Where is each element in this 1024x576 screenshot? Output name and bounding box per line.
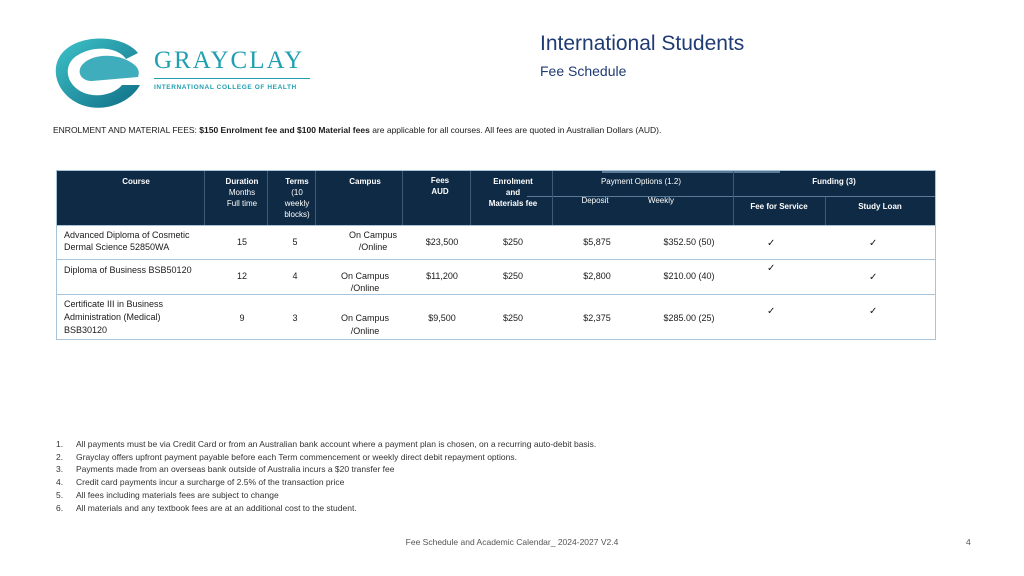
fees-value: $9,500: [428, 313, 456, 323]
header-payment-options: Payment Options (1.2): [600, 177, 682, 186]
list-item: [56, 451, 596, 464]
intro-bold: $150 Enrolment fee and $100 Material fees: [199, 125, 370, 135]
page-number: 4: [966, 537, 971, 547]
note-text: All materials and any textbook fees are at an additional cost to the student.: [76, 502, 357, 513]
campus-value: On Campus: [340, 313, 390, 323]
course-name: Dermal Science 52850WA: [64, 242, 170, 252]
header-study-loan: Study Loan: [858, 202, 902, 211]
campus-value: /Online: [350, 326, 380, 336]
table-row: [57, 259, 935, 294]
intro-text: [53, 125, 661, 135]
deposit-value: $2,800: [583, 271, 611, 281]
page-subtitle: Fee Schedule: [540, 63, 627, 79]
course-name: Advanced Diploma of Cosmetic: [64, 230, 190, 240]
campus-value: On Campus: [340, 271, 390, 281]
duration-value: 15: [236, 237, 247, 247]
header-materials-fee: Materials fee: [488, 199, 538, 208]
logo-swirl-icon: [52, 33, 148, 109]
note-number: 5.: [56, 489, 64, 500]
enrolment-value: $250: [502, 313, 524, 323]
course-name: Certificate III in Business: [64, 299, 164, 309]
deposit-value: $2,375: [583, 313, 611, 323]
note-text: Payments made from an overseas bank outside of Australia incurs a $20 transfer fee: [76, 464, 395, 475]
study-loan-check-icon: ✓: [869, 272, 878, 283]
note-text: Grayclay offers upfront payment payable before each Term commencement or weekly direct debit repayment options.: [76, 451, 517, 462]
enrolment-value: $250: [502, 237, 524, 247]
fee-for-service-check-icon: ✓: [767, 306, 776, 317]
terms-value: 5: [292, 237, 298, 247]
logo-subtitle: INTERNATIONAL COLLEGE OF HEALTH: [154, 84, 297, 91]
intro-prefix: ENROLMENT AND MATERIAL FEES:: [53, 125, 200, 135]
weekly-value: $210.00 (40): [663, 271, 715, 281]
college-logo: [52, 33, 322, 109]
table-row: [57, 225, 935, 259]
list-item: [56, 438, 596, 451]
header-fee-for-service: Fee for Service: [750, 202, 808, 211]
note-text: All payments must be via Credit Card or from an Australian bank account where a payment plan is chosen, on a recurring auto-debit basis.: [76, 439, 597, 449]
logo-divider: [154, 78, 310, 79]
header-course: Course: [122, 177, 150, 186]
fee-for-service-check-icon: ✓: [767, 238, 776, 249]
duration-value: 12: [236, 271, 247, 281]
note-number: 1.: [56, 439, 64, 449]
fees-value: $11,200: [426, 271, 458, 281]
footer-text: Fee Schedule and Academic Calendar_ 2024-2027 V2.4: [405, 537, 619, 547]
header-duration: Duration: [225, 177, 259, 186]
logo-name: GRAYCLAY: [154, 47, 305, 74]
header-enrolment-and: and: [505, 188, 521, 197]
fee-for-service-check-icon: ✓: [767, 263, 776, 274]
header-terms-sub1: (10: [291, 188, 303, 197]
payment-notes: [56, 438, 596, 514]
list-item: [56, 489, 596, 502]
header-fees: Fees: [430, 176, 450, 185]
header-enrolment: Enrolment: [493, 177, 533, 186]
campus-value: On Campus: [348, 230, 398, 240]
enrolment-value: $250: [502, 271, 524, 281]
course-name: BSB30120: [64, 325, 108, 335]
course-name: Administration (Medical): [64, 312, 161, 322]
study-loan-check-icon: ✓: [869, 238, 878, 249]
note-text: Credit card payments incur a surcharge of 2.5% of the transaction price: [76, 477, 345, 488]
terms-value: 4: [292, 271, 298, 281]
weekly-value: $352.50 (50): [663, 237, 715, 247]
study-loan-check-icon: ✓: [869, 306, 878, 317]
note-number: 3.: [56, 464, 64, 475]
list-item: [56, 463, 596, 476]
list-item: [56, 476, 596, 489]
terms-value: 3: [292, 313, 298, 323]
fee-table: [56, 170, 936, 340]
header-terms: Terms: [285, 177, 309, 186]
course-name: Diploma of Business BSB50120: [64, 265, 192, 275]
header-duration-fulltime: Full time: [226, 199, 258, 208]
duration-value: 9: [239, 313, 245, 323]
page-title: International Students: [540, 32, 745, 55]
header-campus: Campus: [349, 177, 381, 186]
deposit-value: $5,875: [583, 237, 611, 247]
col-divider: [552, 171, 553, 225]
fees-value: $23,500: [425, 237, 459, 247]
header-deposit: Deposit: [581, 196, 609, 205]
table-row: [57, 294, 935, 340]
header-accent-line: [602, 171, 780, 173]
table-header: [57, 171, 935, 225]
header-terms-sub3: blocks): [284, 210, 310, 219]
note-text: All fees including materials fees are subject to change: [76, 489, 279, 500]
note-number: 6.: [56, 502, 64, 513]
weekly-value: $285.00 (25): [663, 313, 715, 323]
note-number: 4.: [56, 477, 64, 488]
header-fees-aud: AUD: [431, 187, 449, 196]
header-weekly: Weekly: [647, 196, 675, 205]
header-terms-sub2: weekly: [284, 199, 310, 208]
list-item: [56, 502, 596, 515]
campus-value: /Online: [358, 242, 388, 252]
campus-value: /Online: [350, 283, 380, 293]
intro-suffix: are applicable for all courses. All fees are quoted in Australian Dollars (AUD).: [369, 125, 662, 135]
header-funding: Funding (3): [812, 177, 856, 186]
note-number: 2.: [56, 451, 64, 462]
header-duration-months: Months: [228, 188, 256, 197]
